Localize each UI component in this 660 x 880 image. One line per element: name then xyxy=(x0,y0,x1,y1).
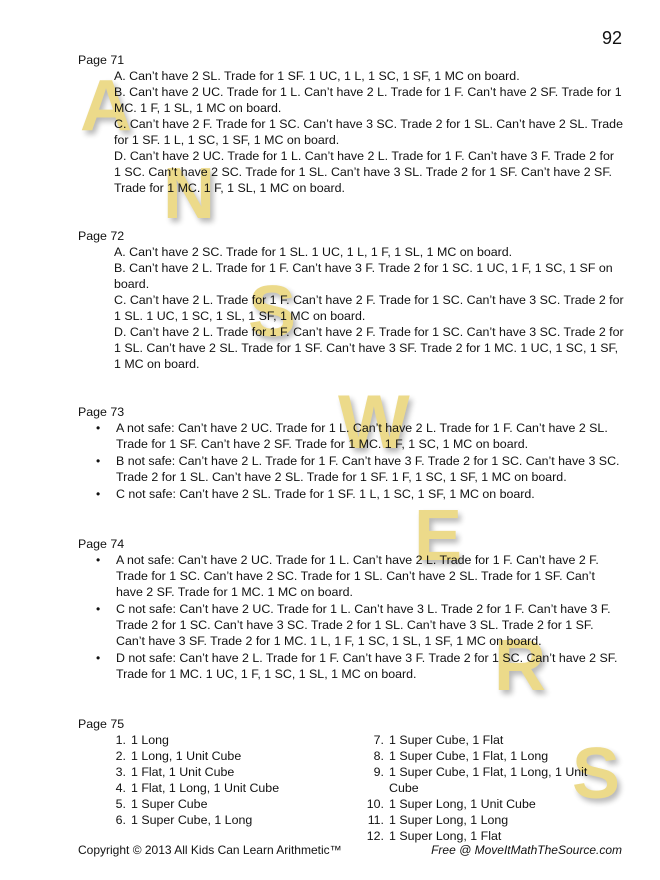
section-title: Page 75 xyxy=(78,717,125,731)
watermark-letter-e: E xyxy=(414,496,463,576)
source-link-text: Free @ MoveItMathTheSource.com xyxy=(431,843,622,857)
answer-paragraph: A. Can’t have 2 SC. Trade for 1 SL. 1 UC, 1 L, 1 F, 1 SL, 1 MC on board. xyxy=(114,245,513,259)
answer-list xyxy=(78,552,624,682)
section-title: Page 72 xyxy=(78,229,125,243)
list-item: 2. 1 Long, 1 Unit Cube xyxy=(115,749,242,763)
list-item: 3. 1 Flat, 1 Unit Cube xyxy=(115,765,235,779)
watermark-letter-n: N xyxy=(163,154,215,234)
answer-paragraph: B. Can’t have 2 UC. Trade for 1 L. Can’t have 2 L. Trade for 1 F. Can’t have 2 SF. Trade for 1 MC. 1 F, 1 SL, 1 MC on board. xyxy=(114,85,622,115)
answer-paragraph: C. Can’t have 2 F. Trade for 1 SC. Can’t have 3 SC. Trade 2 for 1 SL. Can’t have 2 SL. Trade for 1 SF. 1 L, 1 SC, 1 SF, 1 MC on board. xyxy=(114,117,623,147)
list-item: • A not safe: Can’t have 2 UC. Trade for 1 L. Can’t have 2 L. Trade for 1 F. Can’t have 2 SL. Trade for 1 SF. Can’t have 2 SF. Trade for 1 MC. 1 F, 1 SC, 1 MC on board. xyxy=(78,420,624,452)
watermark-letter-s2: S xyxy=(572,734,621,814)
section-page-73 xyxy=(78,404,624,502)
section-title: Page 71 xyxy=(78,53,125,67)
list-item: • C not safe: Can’t have 2 UC. Trade for 1 L. Can’t have 3 L. Trade 2 for 1 F. Can’t have 3 F. Trade 2 for 1 SC. Can’t have 3 SC. Trade 2 for 1 SL. Can’t have 3 SL. Trade 2 for 1 SF. Can’t have 3 SF. Trade 2 for 1 MC. 1 L, 1 F, 1 SC, 1 SL, 1 SF, 1 MC on board. xyxy=(78,601,624,649)
watermark-letter-r: R xyxy=(494,626,546,706)
answer-list xyxy=(78,420,624,502)
list-item: 7. 1 Super Cube, 1 Flat xyxy=(373,733,504,747)
list-item: 11. 1 Super Long, 1 Long xyxy=(367,813,509,827)
answer-paragraph: C. Can’t have 2 L. Trade for 1 F. Can’t have 2 F. Trade for 1 SC. Can’t have 3 SC. Trade 2 for 1 SL. 1 UC, 1 SC, 1 SL, 1 SF, 1 MC on board. xyxy=(114,293,624,323)
answer-paragraph: A. Can’t have 2 SL. Trade for 1 SF. 1 UC, 1 L, 1 SC, 1 SF, 1 MC on board. xyxy=(114,69,520,83)
list-item: • B not safe: Can’t have 2 L. Trade for 1 F. Can’t have 3 F. Trade 2 for 1 SC. Can’t have 3 SC. Trade 2 for 1 SL. Can’t have 2 SL. Trade for 1 SF. 1 F, 1 SC, 1 SF, 1 MC on board. xyxy=(78,453,624,485)
section-page-72 xyxy=(78,228,624,372)
list-item: 5. 1 Super Cube xyxy=(115,797,208,811)
list-item: 12. 1 Super Long, 1 Flat xyxy=(366,829,502,843)
copyright-text: Copyright © 2013 All Kids Can Learn Arithmetic™ xyxy=(78,843,342,857)
answer-columns xyxy=(78,732,624,844)
answer-paragraph: D. Can’t have 2 L. Trade for 1 F. Can’t have 2 F. Trade for 1 SC. Can’t have 3 SC. Trade 2 for 1 SL. Can’t have 2 SL. Trade for 1 SF. Can’t have 3 SF. Trade 2 for 1 MC. 1 UC, 1 SC, 1 SF, 1 MC on board. xyxy=(114,325,624,371)
list-item: 4. 1 Flat, 1 Long, 1 Unit Cube xyxy=(115,781,280,795)
watermark-letter-s: S xyxy=(248,272,297,352)
answer-paragraph: D. Can’t have 2 UC. Trade for 1 L. Can’t have 2 L. Trade for 1 F. Can’t have 3 F. Trade 2 for 1 SC. Can’t have 2 SC. Trade for 1 SL. Can’t have 3 SL. Trade 2 for 1 SF. Can’t have 2 SF. Trade for 1 MC. 1 F, 1 SL, 1 MC on board. xyxy=(114,149,615,195)
list-item: 8. 1 Super Cube, 1 Flat, 1 Long xyxy=(373,749,549,763)
page-number: 92 xyxy=(601,28,622,48)
list-item: • D not safe: Can’t have 2 L. Trade for 1 F. Can’t have 3 F. Trade 2 for 1 SC. Can’t have 2 SF. Trade for 1 MC. 1 UC, 1 F, 1 SC, 1 SL, 1 MC on board. xyxy=(78,650,624,682)
answer-column-right xyxy=(354,732,614,844)
section-page-75 xyxy=(78,716,624,844)
list-item: 10. 1 Super Long, 1 Unit Cube xyxy=(366,797,536,811)
watermark-letter-w: W xyxy=(338,380,410,465)
list-item: • A not safe: Can’t have 2 UC. Trade for 1 L. Can’t have 2 L. Trade for 1 F. Can’t have 2 F. Trade for 1 SC. Can’t have 2 SC. Trade for 1 SL. Can’t have 2 SL. Trade for 1 SF. Can’t have 2 SF. Trade for 1 MC. 1 MC on board. xyxy=(78,552,624,600)
section-title: Page 74 xyxy=(78,537,125,551)
answer-column-left xyxy=(96,732,356,844)
watermark-letter-a: A xyxy=(80,66,132,146)
answer-paragraph: B. Can’t have 2 L. Trade for 1 F. Can’t have 3 F. Trade 2 for 1 SC. 1 UC, 1 F, 1 SC, 1 SF on board. xyxy=(114,261,613,291)
section-page-71 xyxy=(78,52,624,196)
section-title: Page 73 xyxy=(78,405,125,419)
list-item: 1. 1 Long xyxy=(115,733,169,747)
page-footer xyxy=(78,843,622,857)
list-item: • C not safe: Can’t have 2 SL. Trade for 1 SF. 1 L, 1 SC, 1 SF, 1 MC on board. xyxy=(78,486,624,502)
list-item: 9. 1 Super Cube, 1 Flat, 1 Long, 1 Unit Cube xyxy=(373,765,588,795)
section-page-74 xyxy=(78,536,624,682)
list-item: 6. 1 Super Cube, 1 Long xyxy=(115,813,253,827)
